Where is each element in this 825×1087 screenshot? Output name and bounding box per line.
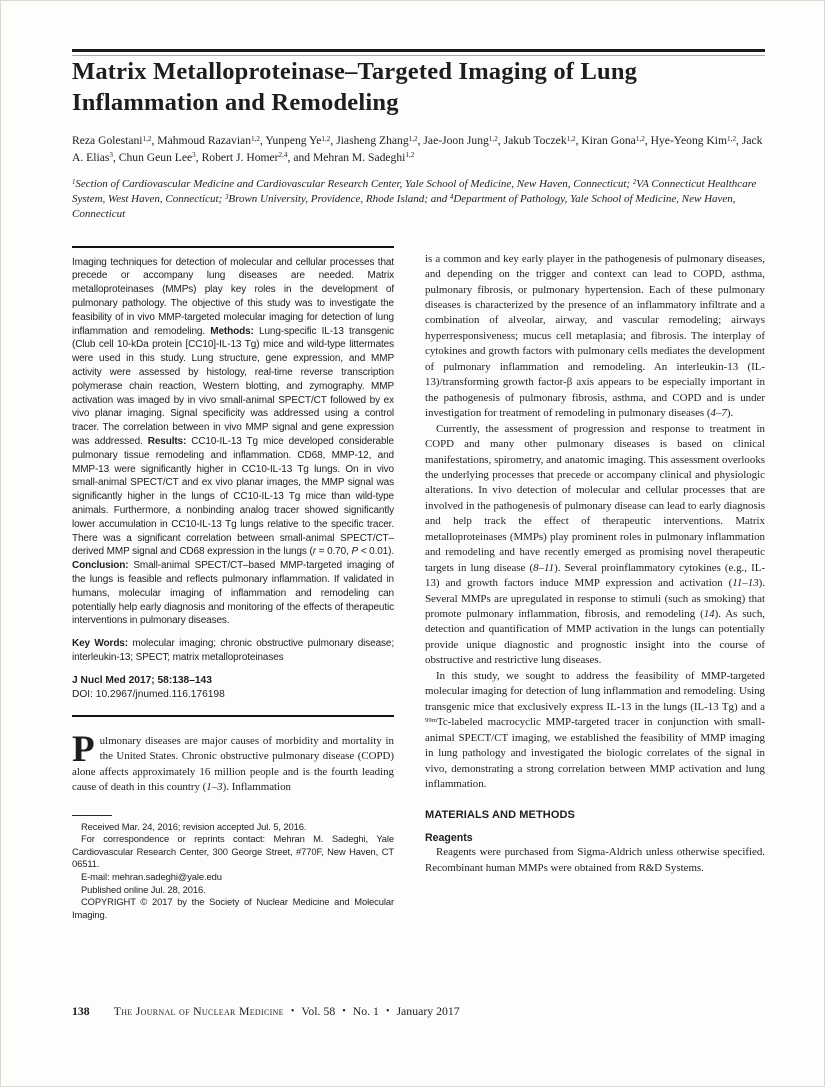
affiliations: $^1$Section of Cardiovascular Medicine and Cardiovascular Research Center, Yale School of Medicine, New Haven, Connecticut; $^2$VA Connecticut Healthcare System, West Haven, Connecticut; $^3$Brown University, Providence, Rhode Island; and $^4$Department of Pathology, Yale School of Medicine, New Haven, Connecticut [72,178,757,221]
body-paragraph-continuation: is a common and key early player in the pathogenesis of pulmonary diseases, and depending on the trigger and context can lead to COPD, asthma, pulmonary fibrosis, or pulmonary hypertension. Each of these pulmonary diseases is characterized by the presence of an inflammatory infiltrate and a combination of alveolar, airway, and vascular remodeling; airways hyperresponsiveness; mucus cell metaplasia; and fibrosis. The interplay of cytokines and growth factors with pulmonary cells mediates the development of pulmonary inflammation and remodeling. An interleukin-13 (IL-13)/transforming growth factor-β axis appears to be especially important in the pathogenesis of pulmonary fibrosis, asthma, and COPD and is under investigation for treatment of remodeling in pulmonary diseases (4–7). [425,252,765,420]
subsection-heading-reagents: Reagents [425,832,473,845]
intro-paragraph [72,728,394,796]
abstract-bottom-rule [72,715,394,717]
article-title-line1: Matrix Metalloproteinase–Targeted Imaging of Lung [72,58,638,85]
intro-text: ulmonary diseases are major causes of morbidity and mortality in the United States. Chronic obstructive pulmonary disease (COPD) alone affects approximately 16 million people and is the fourth leading cause of death in this country (1–3). Inflammation [72,734,394,794]
footer-bullet: • [290,1006,295,1017]
keywords: Key Words: molecular imaging; chronic obstructive pulmonary disease; interleukin-13; SPECT; matrix metalloproteinases [72,638,395,663]
abstract-text: Imaging techniques for detection of molecular and cellular processes that precede or accompany lung diseases are needed. Matrix metalloproteinases (MMPs) play key roles in the development of pulmonary pathology. The objective of this study was to investigate the feasibility of in vivo MMP-targeted molecular imaging for detection of lung inflammation and remodeling. Methods: Lung-specific IL-13 transgenic (Club cell 10-kDa protein [CC10]-IL-13 Tg) mice and wild-type littermates were used in this study. Lung structure, gene expression, and MMP activity were assessed by histology, real-time reverse transcription polymerase chain reaction, Western blotting, and zymography. MMP activation was imaged by in vivo small-animal SPECT/CT followed by ex vivo planar imaging. Signal specificity was addressed using a control tracer. The correlation between in vivo MMP signal and gene expression was addressed. Results: CC10-IL-13 Tg mice developed considerable pulmonary tissue remodeling and inflammation. CD68, MMP-12, and MMP-13 were significantly higher in CC10-IL-13 Tg lungs. On in vivo small-animal SPECT/CT and ex vivo planar images, the MMP signal was significantly higher in the lungs of CC10-IL-13 Tg mice than wild-type animals. Furthermore, a nonbinding analog tracer showed significantly lower accumulation in CC10-IL-13 Tg lungs relative to the specific tracer. There was a significant correlation between small-animal SPECT/CT–derived MMP signal and CD68 expression in the lungs (r = 0.70, P < 0.01). Conclusion: Small-animal SPECT/CT–based MMP-targeted imaging of the lungs is feasible and reflects pulmonary inflammation. If validated in humans, molecular imaging of inflammation and remodeling can potentially help early diagnosis and monitoring of the effects of therapeutic interventions in pulmonary diseases. [72,256,394,627]
footnote-block [72,821,394,922]
footer-date: January 2017 [396,1004,460,1018]
footer-issue: No. 1 [352,1004,379,1018]
reagents-paragraph: Reagents were purchased from Sigma-Aldrich unless otherwise specified. Recombinant human MMPs were obtained from R&D Systems. [425,846,765,874]
footnote-paragraph: Published online Jul. 28, 2016. [81,883,206,895]
footnote-paragraph: COPYRIGHT © 2017 by the Society of Nuclear Medicine and Molecular Imaging. [72,896,394,920]
footnote-paragraph: Received Mar. 24, 2016; revision accepted Jul. 5, 2016. [81,820,307,832]
two-column-body [72,246,765,922]
page-number: 138 [72,1004,90,1018]
page-content [72,0,765,921]
left-column [72,246,394,922]
footer-bullet: • [385,1006,390,1017]
footer-volume: Vol. 58 [301,1004,336,1018]
footnote-paragraph: E-mail: mehran.sadeghi@yale.edu [81,870,222,882]
abstract-top-rule [72,246,394,248]
body-paragraph: In this study, we sought to address the feasibility of MMP-targeted molecular imaging for detection of lung inflammation and remodeling. Using transgenic mice that exclusively express IL-13 in the lungs (IL-13 Tg) and a $^{99m}$Tc-labeled macrocyclic MMP-targeted tracer in conjunction with small-animal SPECT/CT imaging, we established the feasibility of MMP imaging in lung pathology and investigated the biologic correlates of the signal in vivo, demonstrating a strong correlation between MMP activation and lung inflammation. [425,669,765,791]
dropcap-letter: P [72,728,95,770]
article-title [72,56,765,118]
footnote-rule [72,815,112,816]
article-title-line2: Inflammation and Remodeling [72,89,399,116]
header-double-rule [72,49,765,56]
footnote-paragraph: For correspondence or reprints contact: Mehran M. Sadeghi, Yale Cardiovascular Research Center, 300 George Street, #770F, New Haven, CT 06511. [72,833,394,870]
section-heading-materials-and-methods: MATERIALS AND METHODS [425,809,575,822]
body-paragraph: Currently, the assessment of progression and response to treatment in COPD and many other pulmonary diseases is based on clinical manifestations, spirometry, and anatomic imaging. This assessment overlooks the underlying processes that precede or accompany clinical and physiologic alterations. In vivo detection of molecular and cellular processes that are involved in the pathogenesis of pulmonary disease can lead to early diagnosis and help track the effect of therapeutic interventions. Matrix metalloproteinases (MMPs) play prominent roles in pulmonary inflammation and remodeling and have recently emerged as promising novel therapeutic targets in lung disease (8–11). Several proinflammatory cytokines (e.g., IL-13) and growth factors induce MMP expression and activation (11–13). Several MMPs are upregulated in response to stimuli (such as smoking) that promote pulmonary inflammation, fibrosis, and remodeling (14). As such, detection and quantification of MMP activation in the lungs can potentially provide unique diagnostic and prognostic insight into the course of obstructive and restrictive lung diseases. [425,422,765,667]
page-footer [72,1004,765,1019]
footer-bullet: • [342,1006,346,1017]
journal-name: The Journal of Nuclear Medicine [113,1004,284,1018]
author-list: Reza Golestani$^{1,2}$, Mahmoud Razavian$^{1,2}$, Yunpeng Ye$^{1,2}$, Jiasheng Zhang$^{1,2}$, Jae-Joon Jung$^{1,2}$, Jakub Toczek$^{1,2}$, Kiran Gona$^{1,2}$, Hye-Yeong Kim$^{1,2}$, Jack A. Elias$^3$, Chun Geun Lee$^3$, Robert J. Homer$^{2,4}$, and Mehran M. Sadeghi$^{1,2}$ [72,134,763,164]
journal-citation: J Nucl Med 2017; 58:138–143 [72,674,212,686]
right-column [425,246,765,922]
doi: DOI: 10.2967/jnumed.116.176198 [72,688,225,700]
